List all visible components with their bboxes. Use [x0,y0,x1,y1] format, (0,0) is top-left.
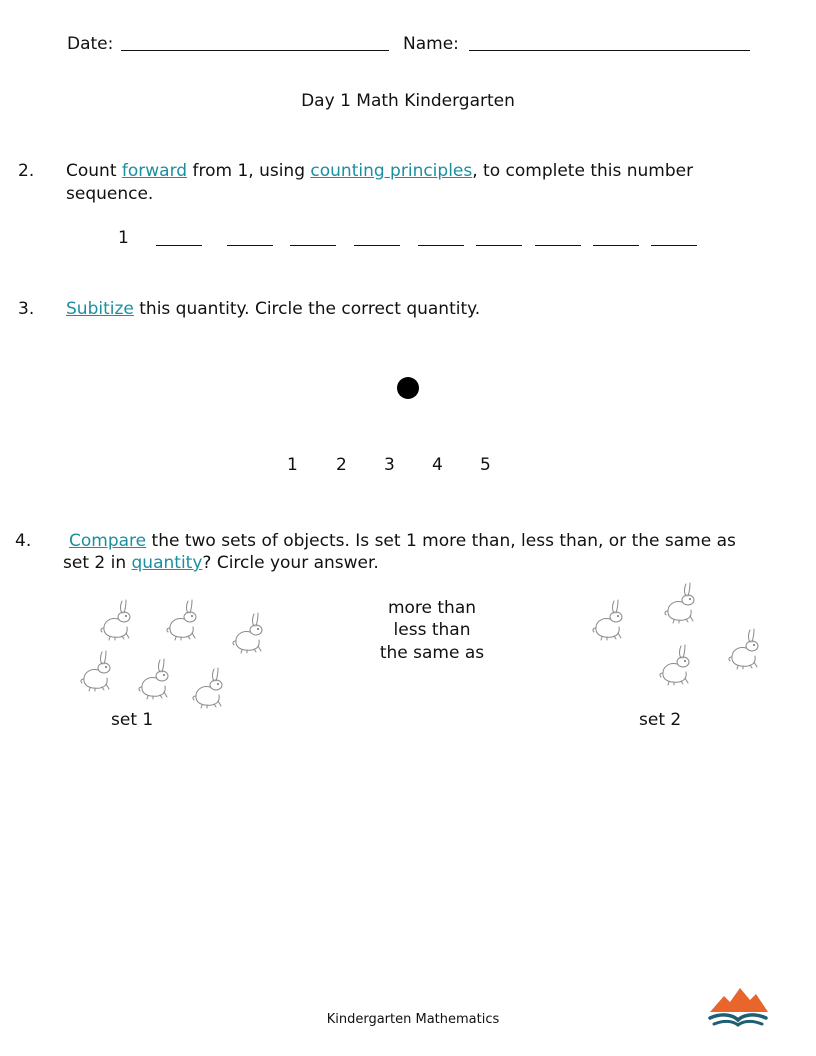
footer-text: Kindergarten Mathematics [326,1012,500,1027]
page-title: Day 1 Math Kindergarten [301,91,515,111]
q4-text-2: set 2 in [63,553,132,573]
sequence-blank-6[interactable] [476,245,522,246]
answer-the-same-as[interactable]: the same as [379,643,485,663]
choice-2[interactable]: 2 [336,455,347,475]
logo-icon [706,986,770,1028]
sequence-blank-9[interactable] [651,245,697,246]
name-label: Name: [403,34,459,54]
q2-number: 2. [18,161,35,181]
date-field[interactable] [121,50,389,51]
set-2-label: set 2 [639,710,682,730]
sequence-blank-3[interactable] [290,245,336,246]
sequence-blank-5[interactable] [418,245,464,246]
answer-less-than[interactable]: less than [393,620,471,640]
rabbit-icon [78,648,118,692]
sequence-blank-1[interactable] [156,245,202,246]
q4-text-3: ? Circle your answer. [202,553,379,573]
dot-icon [397,377,419,399]
q2-line-1 [66,161,693,181]
q4-line-1 [69,531,736,551]
q4-number: 4. [15,531,32,551]
name-field[interactable] [469,50,750,51]
q2-text-2: from 1, using [187,161,311,181]
rabbit-icon [657,642,697,686]
sequence-blank-8[interactable] [593,245,639,246]
compare-link[interactable]: Compare [69,531,147,551]
q3-number: 3. [18,299,35,319]
q2-text-3: , to complete this number [472,161,694,181]
set-1-label: set 1 [111,710,154,730]
sequence-blank-4[interactable] [354,245,400,246]
choice-1[interactable]: 1 [287,455,298,475]
forward-link[interactable]: forward [121,161,188,181]
answer-more-than[interactable]: more than [387,598,477,618]
rabbit-icon [726,626,766,670]
choice-5[interactable]: 5 [480,455,491,475]
sequence-blank-7[interactable] [535,245,581,246]
q3-text-1: this quantity. Circle the correct quantity. [133,299,481,319]
date-label: Date: [67,34,114,54]
choice-4[interactable]: 4 [432,455,443,475]
q3-line-1 [66,299,480,319]
rabbit-icon [230,610,270,654]
quantity-link[interactable]: quantity [131,553,203,573]
rabbit-icon [98,597,138,641]
rabbit-icon [136,656,176,700]
q2-line-2: sequence. [66,184,154,204]
q4-line-2 [63,553,379,573]
rabbit-icon [662,580,702,624]
counting-principles-link[interactable]: counting principles [310,161,473,181]
rabbit-icon [590,597,630,641]
rabbit-icon [190,665,230,709]
choice-3[interactable]: 3 [384,455,395,475]
sequence-start-value: 1 [118,228,129,248]
sequence-blank-2[interactable] [227,245,273,246]
q2-text-1: Count [66,161,122,181]
rabbit-icon [164,597,204,641]
subitize-link[interactable]: Subitize [66,299,134,319]
q4-text-1: the two sets of objects. Is set 1 more than, less than, or the same as [146,531,736,551]
